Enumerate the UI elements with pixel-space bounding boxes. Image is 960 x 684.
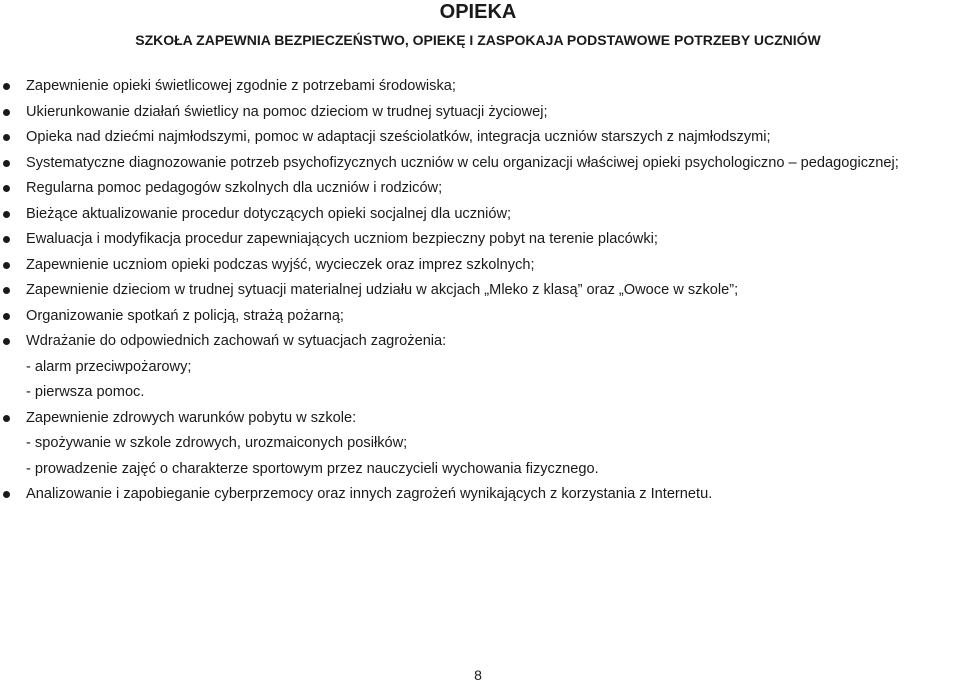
sub-list-item bbox=[0, 355, 960, 381]
list-item-text: Zapewnienie opieki świetlicowej zgodnie z potrzebami środowiska; bbox=[26, 78, 456, 94]
bullet-icon bbox=[3, 236, 10, 243]
sub-list-item bbox=[0, 431, 960, 457]
bullet-icon bbox=[3, 262, 10, 269]
bullet-icon bbox=[3, 287, 10, 294]
list-item-text: Opieka nad dziećmi najmłodszymi, pomoc w adaptacji sześciolatków, integracja uczniów starszych z najmłodszymi; bbox=[26, 129, 771, 145]
list-item-text: Wdrażanie do odpowiednich zachowań w sytuacjach zagrożenia: bbox=[26, 333, 447, 349]
list-item-text: Organizowanie spotkań z policją, strażą pożarną; bbox=[26, 307, 344, 324]
list-item-text: Zapewnienie zdrowych warunków pobytu w szkole: bbox=[26, 409, 357, 426]
bullet-icon bbox=[3, 211, 10, 218]
list-item bbox=[0, 202, 960, 228]
bullet-icon bbox=[3, 491, 10, 498]
bullet-icon bbox=[3, 83, 10, 90]
list-item-text: Bieżące aktualizowanie procedur dotyczących opieki socjalnej dla uczniów; bbox=[26, 205, 512, 222]
sub-list-item bbox=[0, 380, 960, 406]
list-item-text: Systematyczne diagnozowanie potrzeb psychofizycznych uczniów w celu organizacji właściwej opieki psychologiczno – pedagogicznej; bbox=[26, 154, 899, 171]
list-item bbox=[0, 329, 960, 355]
list-item bbox=[0, 278, 960, 304]
bullet-icon bbox=[3, 109, 10, 116]
list-item-text: Ewaluacja i modyfikacja procedur zapewniających uczniom bezpieczny pobyt na terenie placówki; bbox=[26, 231, 658, 247]
page-title-text: OPIEKA bbox=[439, 1, 517, 23]
list-item bbox=[0, 304, 960, 330]
content-list bbox=[0, 74, 960, 508]
list-item-text: - alarm przeciwpożarowy; bbox=[26, 358, 192, 375]
list-item-text: Ukierunkowanie działań świetlicy na pomoc dzieciom w trudnej sytuacji życiowej; bbox=[26, 103, 548, 120]
list-item bbox=[0, 125, 960, 151]
list-item-text: - spożywanie w szkole zdrowych, urozmaiconych posiłków; bbox=[26, 435, 408, 451]
sub-list-item bbox=[0, 457, 960, 483]
list-item-text: - pierwsza pomoc. bbox=[26, 384, 145, 400]
list-item bbox=[0, 253, 960, 279]
list-item bbox=[0, 176, 960, 202]
list-item bbox=[0, 100, 960, 126]
bullet-icon bbox=[3, 185, 10, 192]
page-subtitle: SZKOŁA ZAPEWNIA BEZPIECZEŃSTWO, OPIEKĘ I ZASPOKAJA PODSTAWOWE POTRZEBY UCZNIÓW bbox=[135, 32, 821, 48]
page-title bbox=[0, 0, 956, 24]
list-item bbox=[0, 406, 960, 432]
list-item bbox=[0, 482, 960, 508]
bullet-icon bbox=[3, 160, 10, 167]
list-item-text: Zapewnienie dzieciom w trudnej sytuacji materialnej udziału w akcjach „Mleko z klasą” oraz „Owoce w szkole”; bbox=[26, 282, 739, 298]
list-item-text: Regularna pomoc pedagogów szkolnych dla uczniów i rodziców; bbox=[26, 180, 443, 196]
list-item-text: Zapewnienie uczniom opieki podczas wyjść, wycieczek oraz imprez szkolnych; bbox=[26, 256, 535, 273]
bullet-icon bbox=[3, 134, 10, 141]
list-item-text: - prowadzenie zajęć o charakterze sportowym przez nauczycieli wychowania fizycznego. bbox=[26, 460, 599, 477]
bullet-icon bbox=[3, 313, 10, 320]
list-item bbox=[0, 74, 960, 100]
bullet-icon bbox=[3, 415, 10, 422]
list-item bbox=[0, 151, 960, 177]
list-item bbox=[0, 227, 960, 253]
bullet-icon bbox=[3, 338, 10, 345]
list-item-text: Analizowanie i zapobieganie cyberprzemocy oraz innych zagrożeń wynikających z korzystania z Internetu. bbox=[26, 486, 713, 502]
page-number: 8 bbox=[474, 667, 482, 683]
